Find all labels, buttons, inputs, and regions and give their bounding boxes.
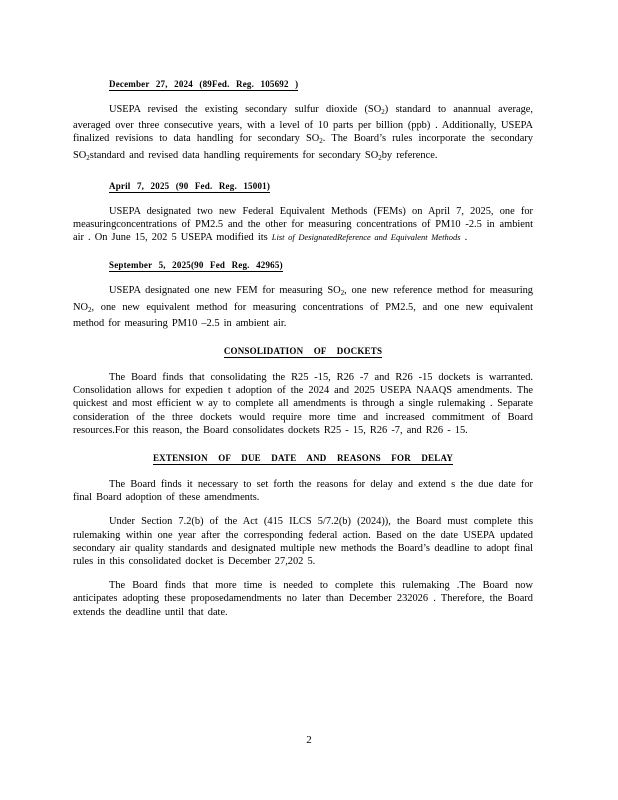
text-run: standard and revised data handling requirements for secondary SO bbox=[89, 149, 379, 161]
section-heading-extension: EXTENSION OF DUE DATE AND REASONS FOR DELAY bbox=[152, 453, 454, 464]
paragraph-new-methods bbox=[73, 284, 533, 330]
text-run: by reference. bbox=[381, 149, 438, 161]
date-heading-september: September 5, 2025(90 Fed Reg. 42965) bbox=[109, 260, 283, 271]
paragraph-fem-designation bbox=[73, 205, 533, 245]
section-heading-consolidation: CONSOLIDATION OF DOCKETS bbox=[223, 346, 383, 357]
date-heading-april: April 7, 2025 (90 Fed. Reg. 15001) bbox=[109, 180, 271, 191]
subscript: 2 bbox=[86, 153, 90, 162]
subscript: 2 bbox=[381, 108, 385, 116]
text-run: . The Board’s rules incorporate the secondary SO bbox=[73, 133, 533, 161]
paragraph-new-deadline: The Board finds that more time is needed to complete this rulemaking .The Board now anticipates adopting these proposedamendments no later than December 232026 . Therefore, the Board extends the deadline until that date. bbox=[73, 580, 533, 618]
text-run: USEPA revised the existing secondary sulfur dioxide (SO bbox=[109, 104, 382, 115]
subscript: 2 bbox=[378, 153, 382, 162]
page-number: 2 bbox=[306, 734, 312, 746]
text-run: , one new reference method for measuring NO bbox=[73, 285, 533, 313]
text-run: . bbox=[464, 232, 468, 244]
paragraph-extension-reasons: The Board finds it necessary to set forth the reasons for delay and extend s the due date for final Board adoption of these amendments. bbox=[73, 479, 533, 504]
subscript: 2 bbox=[88, 305, 92, 314]
text-run: ) standard to anannual average, averaged over three consecutive years, with a level of 10 parts per billion (ppb) . Additionally, USEPA finalized revisions to data handling for secondary SO bbox=[73, 104, 533, 145]
text-run: , one new equivalent method for measuring concentrations of PM2.5, and one new equivalent method for measuring PM10 –2.5 in ambient air. bbox=[73, 301, 533, 329]
text-run: USEPA designated two new Federal Equivalent Methods (FEMs) on April 7, 2025, one for measuringconcentrations of PM2.5 and the other for measuring concentrations of PM10 -2.5 in ambient air . On June 15, 202 5 USEPA modified its bbox=[73, 205, 533, 244]
heading-wrapper bbox=[73, 448, 533, 466]
paragraph-statutory-deadline: Under Section 7.2(b) of the Act (415 ILCS 5/7.2(b) (2024)), the Board must complete this rulemaking within one year after the corresponding federal action. Based on the date USEPA updated secondary air quality standards and designated multiple new methods the Board’s deadline to adopt final rules in this consolidated docket is December 27,202 5. bbox=[73, 516, 533, 568]
subscript: 2 bbox=[319, 137, 323, 146]
subscript: 2 bbox=[340, 289, 345, 298]
paragraph-consolidation: The Board finds that consolidating the R25 -15, R26 -7 and R26 -15 dockets is warranted. Consolidation allows for expedien t adoption of the 2024 and 2025 USEPA NAAQS amendments. The quickest and most efficient w ay to complete all amendments is through a single rulemaking . Separate consideration of the three dockets would require more time and increased commitment of Board resources.For this reason, the Board consolidates dockets R25 - 15, R26 -7, and R26 - 15. bbox=[73, 372, 533, 436]
paragraph-so2-standard bbox=[73, 103, 533, 165]
date-heading-december: December 27, 2024 (89Fed. Reg. 105692 ) bbox=[109, 79, 299, 89]
heading-wrapper bbox=[73, 341, 533, 359]
text-run: USEPA designated one new FEM for measuring SO bbox=[109, 285, 341, 297]
page-content bbox=[73, 74, 533, 630]
italic-title: List of DesignatedReference and Equivalent Methods bbox=[271, 232, 461, 243]
